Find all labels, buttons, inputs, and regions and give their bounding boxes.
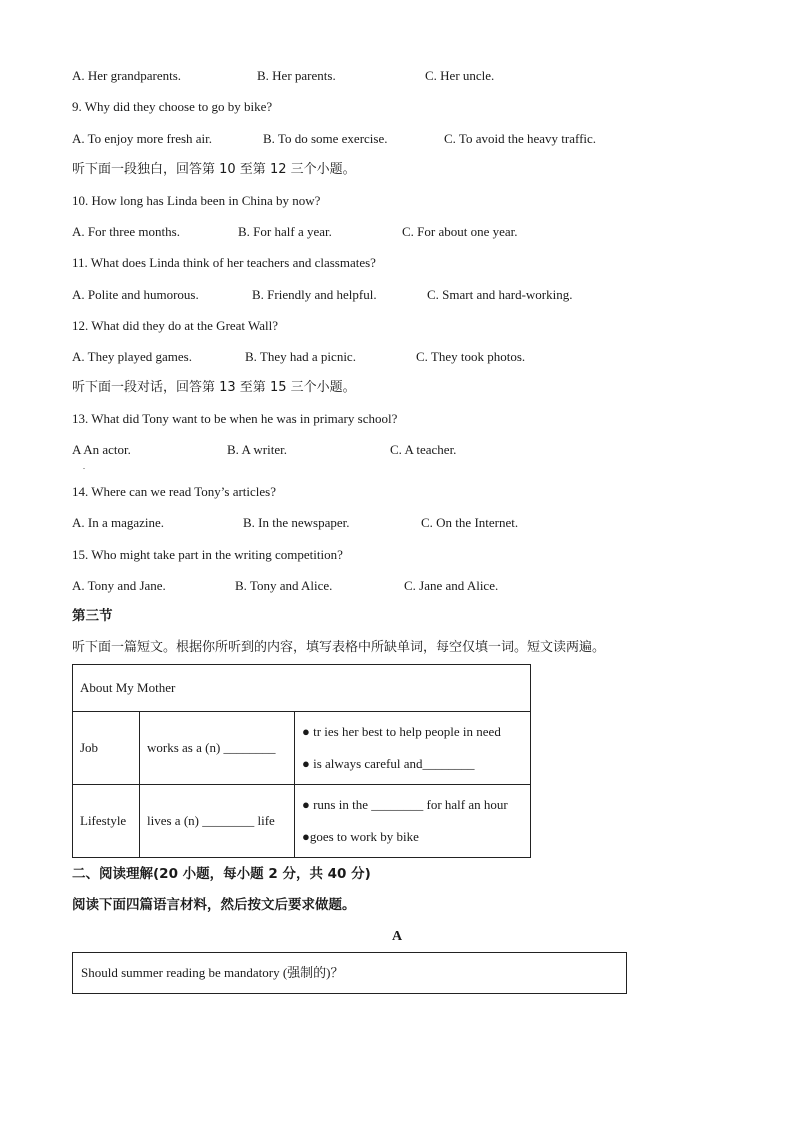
q9-option-a: A. To enjoy more fresh air. (72, 131, 213, 146)
row-label-lifestyle: Lifestyle (73, 785, 140, 858)
table-row (73, 785, 531, 858)
dialogue-instruction: 听下面一段对话，回答第 13 至第 15 三个小题。 (72, 380, 356, 395)
lifestyle-bullet-2: ●goes to work by bike (302, 829, 419, 844)
monologue-instruction: 听下面一段独白，回答第 10 至第 12 三个小题。 (72, 162, 356, 177)
q8-option-b: B. Her parents. (257, 68, 336, 83)
q13-stem: 13. What did Tony want to be when he was in primary school? (72, 411, 398, 426)
passage-title-box (72, 952, 627, 994)
job-blank-cell: works as a (n) ________ (140, 712, 295, 785)
table-title: About My Mother (73, 665, 531, 712)
q9-option-b: B. To do some exercise. (263, 131, 388, 146)
q9-option-c: C. To avoid the heavy traffic. (444, 131, 597, 146)
q10-stem: 10. How long has Linda been in China by now? (72, 193, 321, 208)
job-bullets-cell (295, 712, 531, 785)
q14-option-c: C. On the Internet. (421, 515, 519, 530)
q15-option-c: C. Jane and Alice. (404, 578, 499, 593)
lifestyle-bullets-cell (295, 785, 531, 858)
q13-option-a: A An actor. (72, 442, 131, 457)
job-bullet-2: ● is always careful and________ (302, 756, 475, 771)
q13-option-b: B. A writer. (227, 442, 287, 457)
q15-stem: 15. Who might take part in the writing competition? (72, 547, 343, 562)
q15-option-b: B. Tony and Alice. (235, 578, 333, 593)
q14-stem: 14. Where can we read Tony’s articles? (72, 484, 276, 499)
q14-option-b: B. In the newspaper. (243, 515, 350, 530)
q12-stem: 12. What did they do at the Great Wall? (72, 318, 279, 333)
passage-label: A (391, 929, 403, 944)
q12-option-b: B. They had a picnic. (245, 349, 356, 364)
q10-option-b: B. For half a year. (238, 224, 332, 239)
q11-stem: 11. What does Linda think of her teachers and classmates? (72, 255, 376, 270)
q13-option-c: C. A teacher. (390, 442, 457, 457)
job-bullet-1: ● tr ies her best to help people in need (302, 724, 501, 739)
q8-option-c: C. Her uncle. (425, 68, 495, 83)
table-row (73, 712, 531, 785)
part2-heading: 二、阅读理解(20 小题，每小题 2 分，共 40 分) (72, 866, 371, 882)
section3-title: 第三节 (72, 608, 113, 624)
q14-option-a: A. In a magazine. (72, 515, 165, 530)
q9-stem: 9. Why did they choose to go by bike? (72, 99, 273, 114)
q11-option-a: A. Polite and humorous. (72, 287, 199, 302)
section3-instruction: 听下面一篇短文。根据你所听到的内容，填写表格中所缺单词，每空仅填一词。短文读两遍。 (72, 640, 606, 655)
q11-option-c: C. Smart and hard-working. (427, 287, 573, 302)
row-label-job: Job (73, 712, 140, 785)
stray-dot: . (83, 462, 85, 471)
q10-option-a: A. For three months. (72, 224, 180, 239)
q11-option-b: B. Friendly and helpful. (252, 287, 377, 302)
part2-instruction: 阅读下面四篇语言材料，然后按文后要求做题。 (72, 897, 356, 913)
q12-option-c: C. They took photos. (416, 349, 526, 364)
q15-option-a: A. Tony and Jane. (72, 578, 166, 593)
fill-in-table (72, 664, 531, 858)
lifestyle-blank-cell: lives a (n) ________ life (140, 785, 295, 858)
q10-option-c: C. For about one year. (402, 224, 518, 239)
passage-title: Should summer reading be mandatory (强制的)？ (81, 965, 344, 980)
q12-option-a: A. They played games. (72, 349, 192, 364)
lifestyle-bullet-1: ● runs in the ________ for half an hour (302, 797, 508, 812)
q8-option-a: A. Her grandparents. (72, 68, 182, 83)
